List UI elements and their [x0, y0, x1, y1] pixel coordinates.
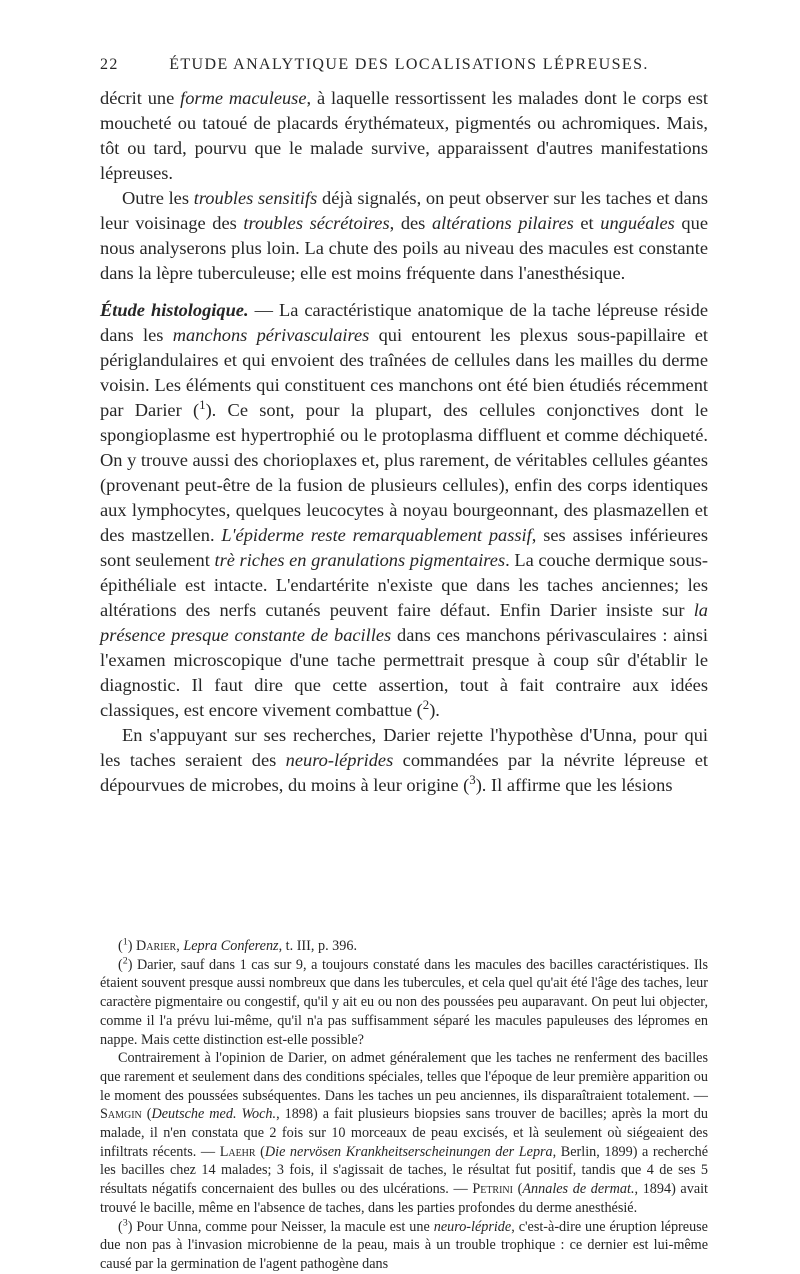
paragraph-unna: En s'appuyant sur ses recherches, Darier rejette l'hypothèse d'Unna, pour qui les taches seraient des neuro-léprides commandées par la névrite lépreuse et dépourvues de microbes, du moins à leur origine ($^3$). Il affirme que les lésions [100, 725, 708, 795]
footnote-ref-2: 2 [422, 697, 430, 712]
footnotes [100, 937, 708, 1274]
footnote-ref-1: 1 [199, 397, 206, 412]
section-heading: Étude histologique. [100, 300, 249, 320]
running-title: ÉTUDE ANALYTIQUE DES LOCALISATIONS LÉPREUSES. [169, 56, 649, 73]
page-number: 22 [100, 56, 119, 73]
footnote-1: ($^1$) Darier, Lepra Conferenz, t. III, p. 396. [118, 936, 357, 954]
footnote-2: ($^2$) Darier, sauf dans 1 cas sur 9, a toujours constaté dans les macules des bacilles caractéristiques. Ils étaient souvent presque aussi nombreux que dans les tubercules, et cela quel qu'ait été l'âge des taches, leur caractère pigmentaire ou congestif, qu'il y ait eu ou non des poussées peu auparavant. On peut lui objecter, comme il l'a prévu lui-même, qu'il n'a pas suffisamment séparé les macules papuleuses des lépromes en nappe. Mais cette distinction est-elle possible? [100, 954, 709, 1048]
paragraph-histologique: Étude histologique. — La caractéristique anatomique de la tache lépreuse réside dans les manchons périvasculaires qui entourent les plexus sous-papillaire et périglandulaires et qui envoient des traînées de cellules dans les mailles du derme voisin. Les éléments qui constituent ces manchons ont été bien étudiés récemment par Darier ($^1$). Ce sont, pour la plupart, des cellules conjonctives dont le spongioplasme est hypertrophié ou le protoplasma diffluent et comme déchiqueté. On y trouve aussi des chorioplaxes et, plus rarement, de véritables cellules géantes (provenant peut-être de la fusion de plusieurs cellules), enfin des corps identiques aux lymphocytes, quelques leucocytes à noyau bourgeonnant, des plasmazellen et des mastzellen. L'épiderme reste remarquablement passif, ses assises inférieures sont seulement trè riches en granulations pigmentaires. La couche dermique sous-épithéliale est intacte. L'endartérite n'existe que dans les taches anciennes; les altérations des nerfs cutanés peuvent faire défaut. Enfin Darier insiste sur la présence presque constante de bacilles dans ces manchons périvasculaires : ainsi l'examen microscopique d'une tache permettrait presque à coup sûr d'établir le diagnostic. Il faut dire que cette assertion, tout à fait contraire aux idées classiques, est encore vivement combattue ($^2$). [100, 300, 708, 720]
footnote-ref-3: 3 [469, 772, 476, 787]
paragraph-maculeuse: décrit une forme maculeuse, à laquelle ressortissent les malades dont le corps est moucheté ou tatoué de placards érythémateux, pigmentés ou achromiques. Mais, tôt ou tard, pourvu que le malade survive, apparaissent d'autres manifestations lépreuses. [100, 88, 708, 183]
footnote-2-continued: Contrairement à l'opinion de Darier, on admet généralement que les taches ne renferment des bacilles que rarement et seulement dans des conditions spéciales, telles que l'époque de leur première apparition ou le moment des poussées subséquentes. Dans les taches un peu anciennes, ils disparaîtraient totalement. — Samgin (Deutsche med. Woch., 1898) a fait plusieurs biopsies sans trouver de bacilles; après la mort du malade, il n'en constata que 2 fois sur 10 morceaux de peau excisés, et là seulement où siégeaient des infiltrats récents. — Laehr (Die nervösen Krankheitserscheinungen der Lepra, Berlin, 1899) a recherché les bacilles chez 14 malades; 3 fois, il s'agissait de taches, le résultat fut positif, tandis que 4 de ses 5 résultats négatifs concernaient des bulles ou des ulcérations. — Petrini (Annales de dermat., 1894) avait trouvé le bacille, même en l'absence de taches, dans les parties profondes du derme anesthésié. [100, 1050, 709, 1216]
main-text [100, 86, 708, 798]
paragraph-troubles: Outre les troubles sensitifs déjà signalés, on peut observer sur les taches et dans leur voisinage des troubles sécrétoires, des altérations pilaires et unguéales que nous analyserons plus loin. La chute des poils au niveau des macules est constante dans la lèpre tuberculeuse; elle est moins fréquente dans l'anesthésique. [100, 188, 709, 283]
page-header [100, 56, 700, 82]
footnote-3: ($^3$) Pour Unna, comme pour Neisser, la macule est une neuro-lépride, c'est-à-dire une éruption lépreuse due non pas à l'invasion microbienne de la peau, mais à un trouble trophique : ce dernier est lui-même causé par la germination de l'agent pathogène dans [100, 1216, 708, 1272]
